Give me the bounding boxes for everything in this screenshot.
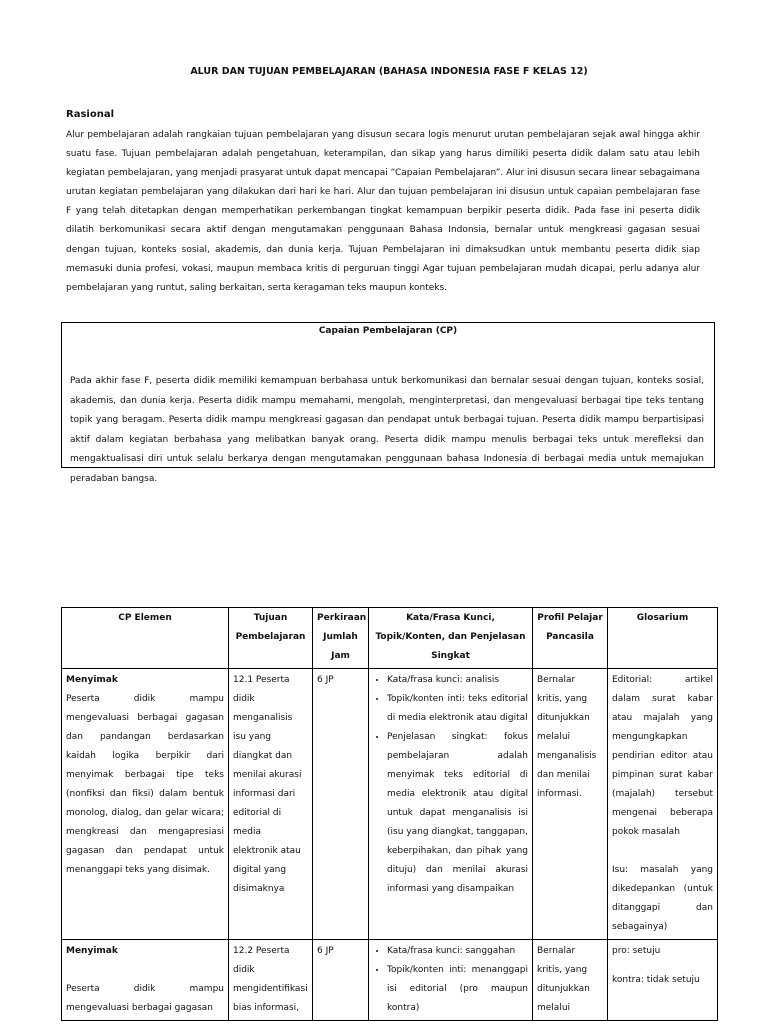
rasional-paragraph: Alur pembelajaran adalah rangkaian tujuan pembelajaran yang disusun secara logis menurut urutan pembelajaran sejak awal hingga akhir suatu fase. Tujuan pembelajaran adalah pengetahuan, keterampilan, dan sikap yang harus dimiliki peserta didik dalam satu atau lebih kegiatan pembelajaran, yang menjadi prasyarat untuk dapat mencapai “Capaian Pembelajaran”. Alur ini disusun secara linear sebagaimana urutan kegiatan pembelajaran yang dilakukan dari hari ke hari. Alur dan tujuan pembelajaran ini disusun untuk capaian pembelajaran fase F yang telah ditetapkan dengan memperhatikan perkembangan tingkat kemampuan berpikir peserta didik. Pada fase ini peserta didik dilatih berkomunikasi secara aktif dengan mengutamakan penggunaan Bahasa Indonsia, bernalar untuk mengkreasi gagasan sesuai dengan tujuan, konteks sosial, akademis, dan dunia kerja. Tujuan Pembelajaran ini dimaksudkan untuk membantu peserta didik siap memasuki dunia profesi, vokasi, maupun membaca kritis di perguruan tinggi Agar tujuan pembelajaran mudah dicapai, perlu adanya alur pembelajaran yang runtut, saling berkaitan, serta keragaman teks maupun konteks.	[66, 130, 700, 293]
rasional-heading: Rasional	[66, 109, 114, 120]
table-header-row	[62, 608, 718, 669]
list-item: • Kata/frasa kunci: analisis	[387, 671, 528, 690]
kata-kunci-list	[373, 671, 528, 899]
tujuan-cell: 12.1 Peserta didik menganalisis isu yang diangkat dan menilai akurasi informasi dari editorial di media elektronik atau digital yang disimaknya	[229, 669, 313, 940]
cp-elemen-cell	[62, 669, 229, 940]
table-row	[62, 669, 718, 940]
header-jam: Perkiraan Jumlah Jam	[313, 608, 369, 669]
header-profil: Profil Pelajar Pancasila	[533, 608, 608, 669]
list-item: • Topik/konten inti: menanggapi isi editorial (pro maupun kontra)	[387, 961, 528, 1018]
kata-kunci-cell	[369, 940, 533, 1021]
table-row	[62, 940, 718, 1021]
glosarium-cell	[608, 940, 718, 1021]
glosarium-entry: pro: setuju	[612, 946, 661, 956]
list-item: • Penjelasan singkat: fokus pembelajaran adalah menyimak teks editorial di media elektronik atau digital untuk dapat menganalisis isi (isu yang diangkat, tanggapan, keberpihakan, dan pihak yang dituju) dan menilai akurasi informasi yang disampaikan	[387, 728, 528, 899]
elemen-text: Peserta didik mampu mengevaluasi berbagai gagasan dan pandangan berdasarkan kaidah logika berpikir dari menyimak berbagai tipe teks (nonfiksi dan fiksi) dalam bentuk monolog, dialog, dan gelar wicara; mengkreasi dan mengapresiasi gagasan dan pendapat untuk menanggapi teks yang disimak.	[66, 694, 224, 875]
tujuan-cell: 12.2 Peserta didik mengidentifikasi bias informasi,	[229, 940, 313, 1021]
cp-paragraph: Pada akhir fase F, peserta didik memiliki kemampuan berbahasa untuk berkomunikasi dan bernalar sesuai dengan tujuan, konteks sosial, akademis, dan dunia kerja. Peserta didik mampu memahami, mengolah, menginterpretasi, dan mengevaluasi berbagai tipe teks tentang topik yang beragam. Peserta didik mampu mengkreasi gagasan dan pendapat untuk berbagai tujuan. Peserta didik mampu berpartisipasi aktif dalam kegiatan berbahasa yang melibatkan banyak orang. Peserta didik mampu menulis berbagai teks untuk merefleksi dan mengaktualisasi diri untuk selalu berkarya dengan mengutamakan penggunaan bahasa Indonesia di berbagai media untuk memajukan peradaban bangsa.	[70, 376, 704, 484]
header-glosarium: Glosarium	[608, 608, 718, 669]
header-kata-kunci: Kata/Frasa Kunci, Topik/Konten, dan Penjelasan Singkat	[369, 608, 533, 669]
kata-kunci-list	[373, 942, 528, 1018]
glosarium-entry: Isu: masalah yang dikedepankan (untuk ditanggapi dan sebagainya)	[612, 865, 713, 932]
document-title: ALUR DAN TUJUAN PEMBELAJARAN (BAHASA INDONESIA FASE F KELAS 12)	[190, 66, 588, 77]
elemen-title: Menyimak	[66, 946, 118, 956]
glosarium-entry: Editorial: artikel dalam surat kabar atau majalah yang mengungkapkan pendirian editor atau pimpinan surat kabar (majalah) tersebut mengenai beberapa pokok masalah	[612, 675, 713, 837]
alur-tujuan-table	[61, 607, 718, 1021]
capaian-pembelajaran-box	[61, 322, 715, 484]
jam-cell: 6 JP	[313, 940, 369, 1021]
jam-cell: 6 JP	[313, 669, 369, 940]
kata-kunci-cell	[369, 669, 533, 940]
header-tujuan: Tujuan Pembelajaran	[229, 608, 313, 669]
header-cp-elemen: CP Elemen	[62, 608, 229, 669]
cp-heading: Capaian Pembelajaran (CP)	[318, 326, 458, 336]
cp-elemen-cell	[62, 940, 229, 1021]
profil-cell: Bernalar kritis, yang ditunjukkan melalui	[533, 940, 608, 1021]
elemen-title: Menyimak	[66, 675, 118, 685]
list-item: • Kata/frasa kunci: sanggahan	[387, 942, 528, 961]
glosarium-cell	[608, 669, 718, 940]
profil-cell: Bernalar kritis, yang ditunjukkan melalui menganalisis dan menilai informasi.	[533, 669, 608, 940]
list-item: • Topik/konten inti: teks editorial di media elektronik atau digital	[387, 690, 528, 728]
glosarium-entry: kontra: tidak setuju	[612, 975, 700, 985]
elemen-text: Peserta didik mampu mengevaluasi berbagai gagasan	[66, 984, 224, 1013]
